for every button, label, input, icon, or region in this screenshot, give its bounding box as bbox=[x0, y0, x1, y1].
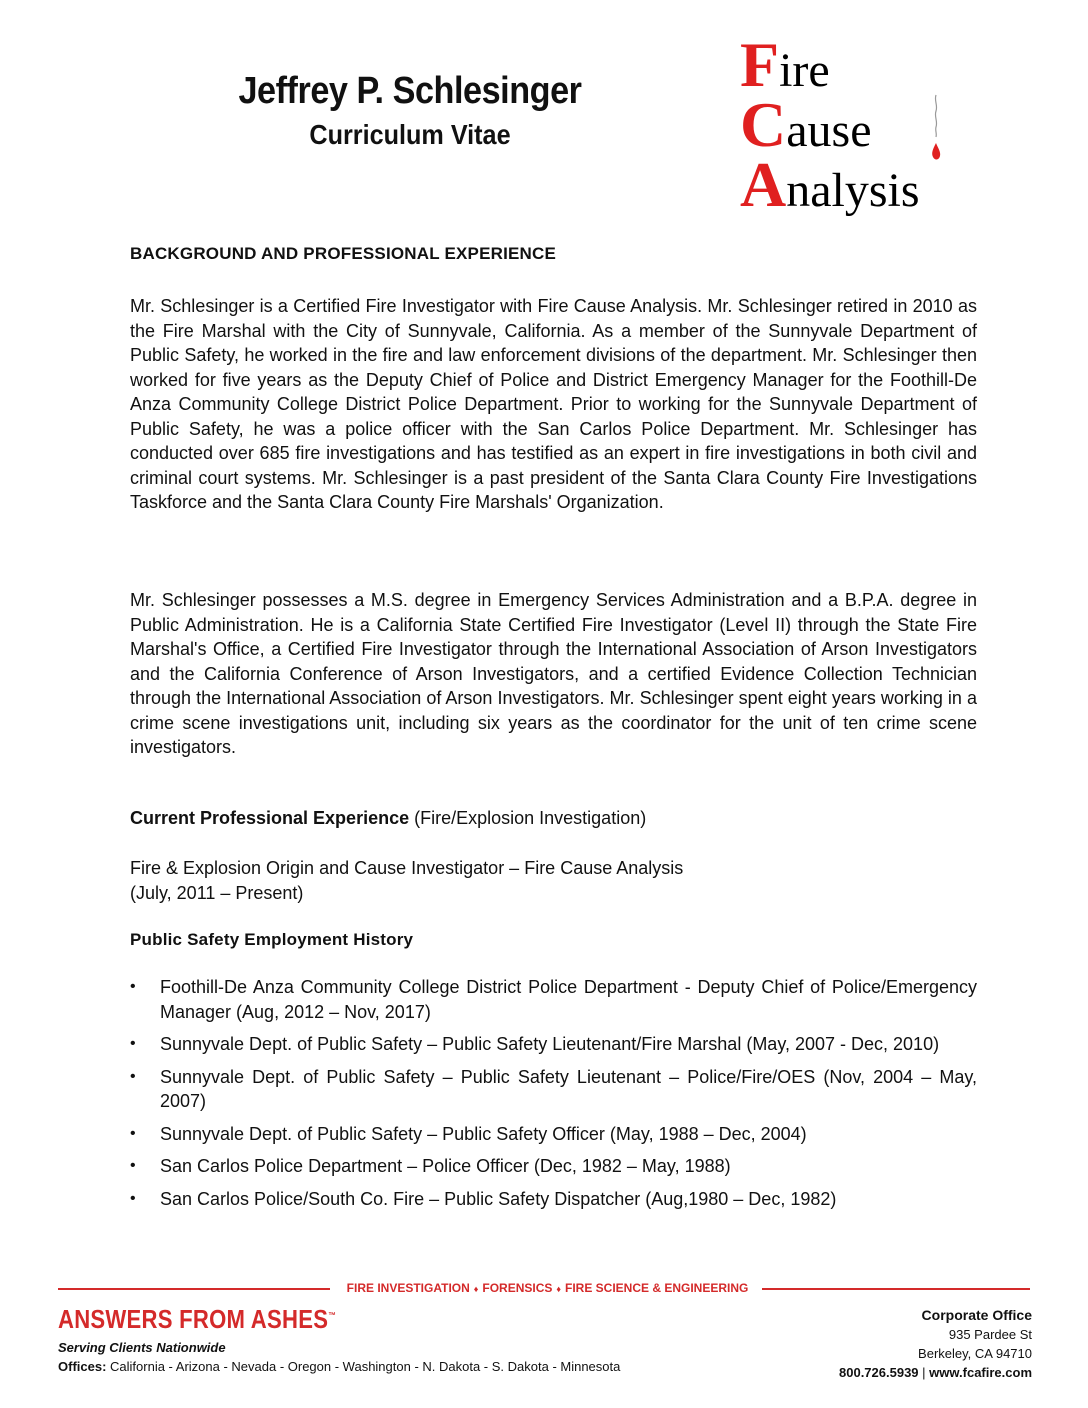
bullet-icon: • bbox=[130, 1189, 136, 1207]
corporate-contact: 800.726.5939 | www.fcafire.com bbox=[839, 1365, 1032, 1380]
answers-from-ashes-brand: ANSWERS FROM ASHES™ bbox=[58, 1304, 337, 1334]
list-item: • Sunnyvale Dept. of Public Safety – Public Safety Officer (May, 1988 – Dec, 2004) bbox=[130, 1122, 977, 1147]
flame-separator-icon: ♦ bbox=[473, 1284, 479, 1294]
corporate-office-title: Corporate Office bbox=[921, 1307, 1032, 1323]
list-item: • Foothill-De Anza Community College District Police Department - Deputy Chief of Police/Emergency Manager (Aug, 2012 – Nov, 2017) bbox=[130, 977, 977, 1022]
current-experience-role bbox=[130, 856, 977, 905]
logo-letter-f: F bbox=[740, 29, 780, 100]
list-item: • San Carlos Police Department – Police Officer (Dec, 1982 – May, 1988) bbox=[130, 1154, 977, 1179]
bullet-icon: • bbox=[130, 1124, 136, 1142]
corporate-office-street: 935 Pardee St bbox=[948, 1327, 1032, 1342]
corporate-office-city: Berkeley, CA 94710 bbox=[918, 1346, 1032, 1361]
flame-separator-icon: ♦ bbox=[556, 1284, 561, 1294]
header bbox=[180, 70, 640, 151]
list-item: • San Carlos Police/South Co. Fire – Public Safety Dispatcher (Aug,1980 – Dec, 1982) bbox=[130, 1187, 977, 1212]
person-name: Jeffrey P. Schlesinger bbox=[238, 70, 582, 112]
footer-divider-right bbox=[762, 1288, 1030, 1290]
background-section bbox=[130, 244, 977, 264]
background-heading: BACKGROUND AND PROFESSIONAL EXPERIENCE bbox=[130, 244, 557, 263]
fire-cause-analysis-logo bbox=[740, 29, 980, 220]
current-role-dates: (July, 2011 – Present) bbox=[130, 882, 304, 903]
logo-line-analysis bbox=[740, 149, 980, 220]
employment-history-list bbox=[130, 975, 977, 1219]
footer-services-tagline: FIRE INVESTIGATION ♦ FORENSICS ♦ FIRE SCIENCE & ENGINEERING bbox=[346, 1281, 749, 1295]
logo-text-nalysis: nalysis bbox=[786, 164, 920, 217]
list-item: • Sunnyvale Dept. of Public Safety – Public Safety Lieutenant – Police/Fire/OES (Nov, 2004 – May, 2007) bbox=[130, 1066, 977, 1111]
trademark-mark: ™ bbox=[328, 1310, 337, 1321]
background-paragraph-2: Mr. Schlesinger possesses a M.S. degree in Emergency Services Administration and a B.P.A. degree in Public Administration. He is a California State Certified Fire Investigator (Level II) through the State Fire Marshal's Office, a Certified Fire Investigator through the International Association of Arson Investigators and the California Conference of Arson Investigators, and a certified Evidence Collection Technician through the International Association of Arson Investigators. Mr. Schlesinger spent eight years working in a crime scene investigations unit, including six years as the coordinator for the unit of ten crime scene investigators. bbox=[130, 590, 977, 757]
bullet-icon: • bbox=[130, 978, 136, 995]
footer-divider-left bbox=[58, 1288, 330, 1290]
website-link[interactable]: www.fcafire.com bbox=[929, 1365, 1032, 1380]
current-experience-heading-bold: Current Professional Experience bbox=[130, 808, 410, 828]
document-subtitle: Curriculum Vitae bbox=[309, 119, 511, 150]
serving-tagline: Serving Clients Nationwide bbox=[58, 1340, 226, 1355]
logo-letter-a: A bbox=[740, 149, 787, 220]
background-paragraph-1: Mr. Schlesinger is a Certified Fire Investigator with Fire Cause Analysis. Mr. Schlesinger retired in 2010 as the Fire Marshal with the City of Sunnyvale, California. As a member of the Sunnyvale Department of Public Safety, he worked in the fire and law enforcement divisions of the department. Mr. Schlesinger then worked for five years as the Deputy Chief of Police and District Emergency Manager for the Foothill-De Anza Community College District Police Department. Prior to working for the Sunnyvale Department of Public Safety, he was a police officer with the San Carlos Police Department. Mr. Schlesinger has conducted over 685 fire investigations and has testified as an expert in fire investigations in both civil and criminal court systems. Mr. Schlesinger is a past president of the Santa Clara County Fire Investigations Taskforce and the Santa Clara County Fire Marshals' Organization. bbox=[130, 296, 977, 512]
employment-history-heading: Public Safety Employment History bbox=[130, 930, 414, 949]
logo-text-ause: ause bbox=[786, 104, 872, 157]
bullet-icon: • bbox=[130, 1067, 136, 1085]
bullet-icon: • bbox=[130, 1157, 136, 1174]
phone-number[interactable]: 800.726.5939 bbox=[839, 1365, 919, 1380]
current-role-title: Fire & Explosion Origin and Cause Investigator – Fire Cause Analysis bbox=[130, 858, 684, 878]
logo-letter-c: C bbox=[740, 89, 787, 160]
list-item: • Sunnyvale Dept. of Public Safety – Public Safety Lieutenant/Fire Marshal (May, 2007 - Dec, 2010) bbox=[130, 1032, 977, 1057]
current-experience-heading bbox=[130, 808, 977, 829]
offices-list: Offices: California - Arizona - Nevada - Oregon - Washington - N. Dakota - S. Dakota - Minnesota bbox=[58, 1359, 621, 1374]
current-experience-heading-note: (Fire/Explosion Investigation) bbox=[409, 808, 647, 828]
flame-drop-icon bbox=[929, 93, 943, 163]
bullet-icon: • bbox=[130, 1035, 136, 1052]
logo-text-ire: ire bbox=[779, 44, 830, 97]
corporate-office-block bbox=[839, 1306, 1032, 1382]
